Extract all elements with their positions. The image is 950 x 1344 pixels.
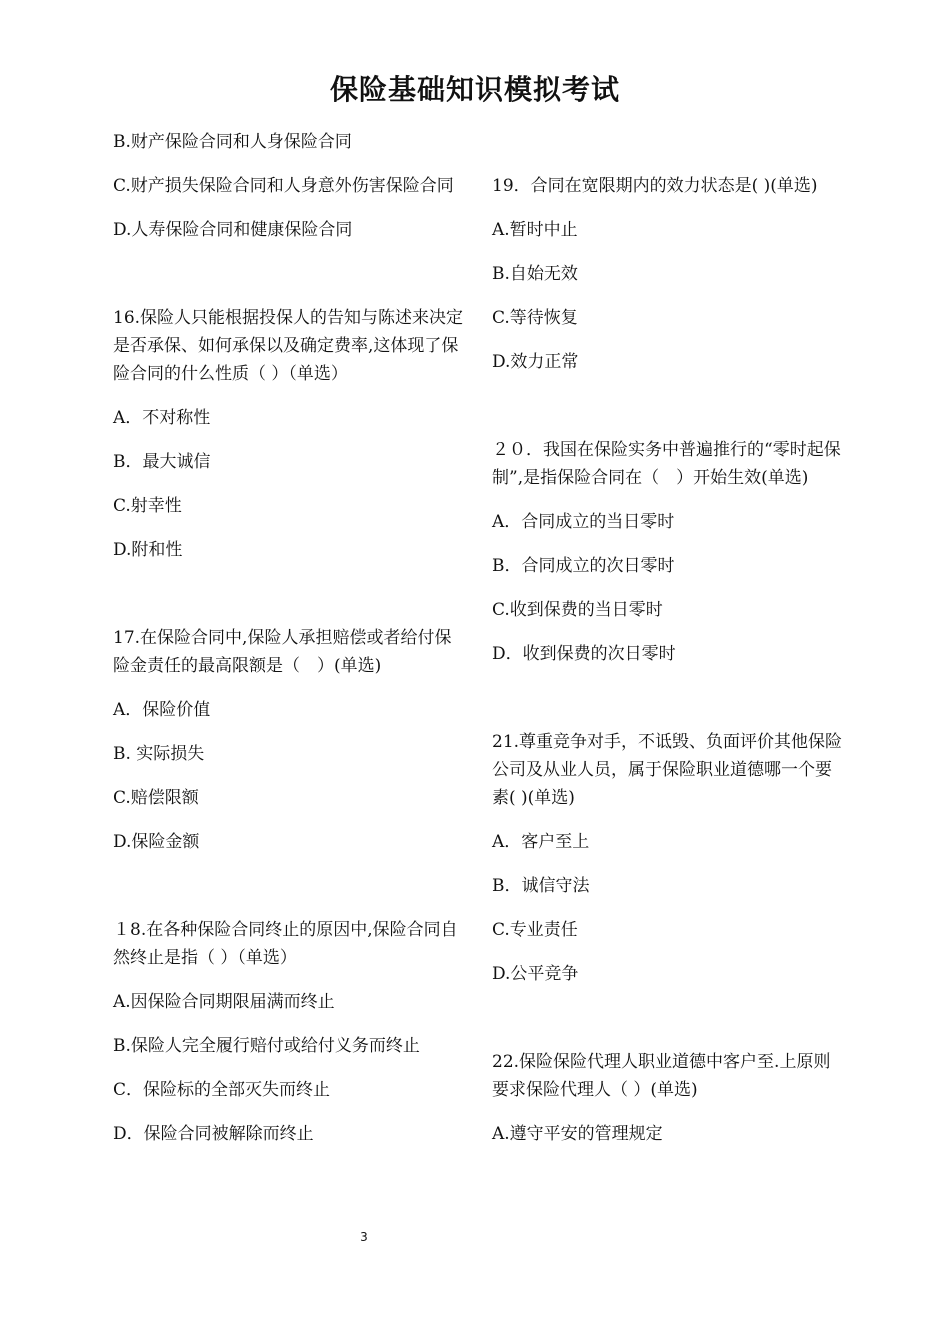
option-q15-b: B.财产保险合同和人身保险合同	[113, 132, 352, 152]
question-18: １8.在各种保险合同终止的原因中,保险合同自然终止是指（ ）（单选）	[113, 920, 458, 968]
option-q20-b: B．合同成立的次日零时	[492, 556, 675, 576]
question-21: 21.尊重竞争对手，不诋毁、负面评价其他保险公司及从业人员，属于保险职业道德哪一个要素( )(单选)	[492, 732, 843, 808]
option-q17-a: A．保险价值	[113, 700, 211, 720]
option-q18-b: B.保险人完全履行赔付或给付义务而终止	[113, 1036, 420, 1056]
option-q19-a: A.暂时中止	[492, 220, 578, 240]
option-q17-b: B. 实际损失	[113, 744, 205, 764]
option-q16-c: C.射幸性	[113, 496, 182, 516]
question-17: 17.在保险合同中,保险人承担赔偿或者给付保险金责任的最高限额是（ ）(单选)	[113, 628, 452, 676]
option-q15-c: C.财产损失保险合同和人身意外伤害保险合同	[113, 176, 454, 196]
document-title: 保险基础知识模拟考试	[329, 73, 620, 106]
option-q16-d: D.附和性	[113, 540, 183, 560]
option-q19-c: C.等待恢复	[492, 308, 578, 328]
option-q18-a: A.因保险合同期限届满而终止	[113, 992, 335, 1012]
option-q20-c: C.收到保费的当日零时	[492, 600, 663, 620]
question-22: 22.保险保险代理人职业道德中客户至.上原则要求保险代理人（ ）(单选)	[492, 1052, 831, 1100]
option-q17-c: C.赔偿限额	[113, 788, 199, 808]
option-q20-d: D．收到保费的次日零时	[492, 644, 676, 664]
option-q16-a: A．不对称性	[113, 408, 211, 428]
option-q21-a: A．客户至上	[492, 832, 590, 852]
page-number: 3	[360, 1230, 368, 1244]
option-q19-d: D.效力正常	[492, 352, 579, 372]
left-column	[113, 128, 465, 1148]
option-q21-c: C.专业责任	[492, 920, 578, 940]
option-q16-b: B．最大诚信	[113, 452, 211, 472]
option-q22-a: A.遵守平安的管理规定	[492, 1124, 663, 1144]
option-q21-b: B．诚信守法	[492, 876, 590, 896]
option-q20-a: A．合同成立的当日零时	[492, 512, 675, 532]
question-16: 16.保险人只能根据投保人的告知与陈述来决定是否承保、如何承保以及确定费率,这体现了保险合同的什么性质（ ）（单选）	[113, 308, 464, 384]
option-q18-c: C．保险标的全部灭失而终止	[113, 1080, 331, 1100]
option-q21-d: D.公平竞争	[492, 964, 579, 984]
option-q15-d: D.人寿保险合同和健康保险合同	[113, 220, 353, 240]
question-20: ２０．我国在保险实务中普遍推行的“零时起保制”,是指保险合同在（ ）开始生效(单选)	[492, 440, 841, 488]
right-column	[492, 172, 844, 1148]
option-q18-d: D．保险合同被解除而终止	[113, 1124, 314, 1144]
option-q17-d: D.保险金额	[113, 832, 200, 852]
option-q19-b: B.自始无效	[492, 264, 578, 284]
question-19: 19．合同在宽限期内的效力状态是( )(单选)	[492, 176, 818, 196]
